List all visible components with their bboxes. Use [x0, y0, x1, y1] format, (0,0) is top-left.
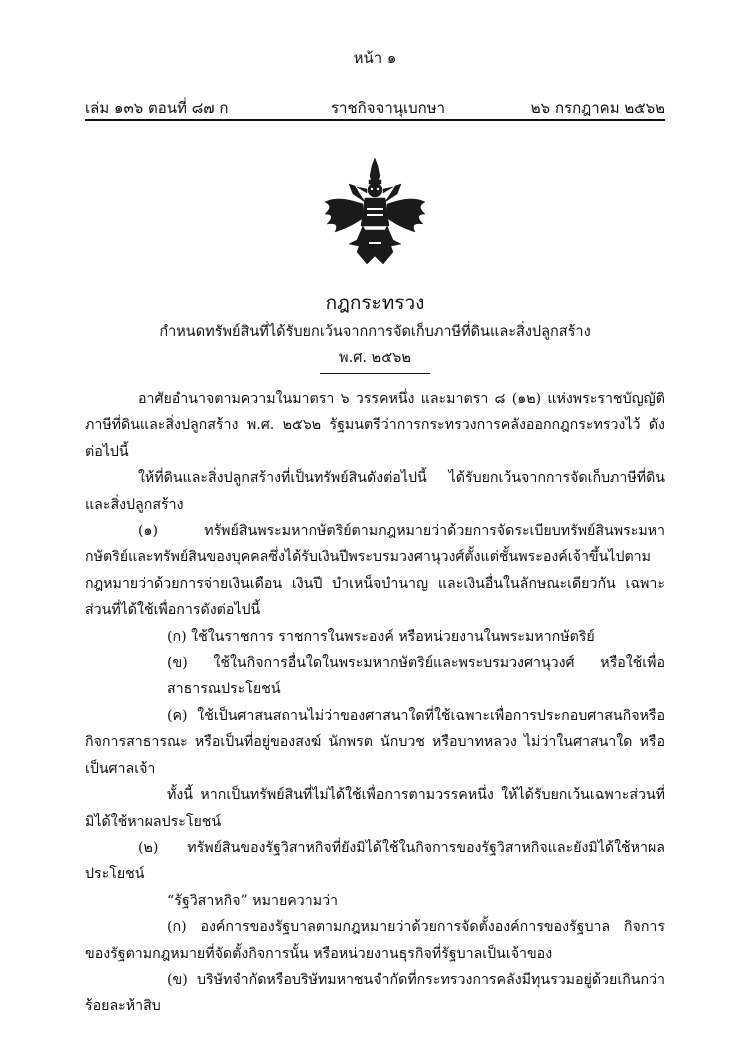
clause-1: (๑) ทรัพย์สินพระมหากษัตริย์ตามกฎหมายว่าด้วยการจัดระเบียบทรัพย์สินพระมหากษัตริย์และทรัพย์สินของบุคคลซึ่งได้รับเงินปีพระบรมวงศานุวงศ์ตั้งแต่ชั้นพระองค์เจ้าขึ้นไปตามกฎหมายว่าด้วยการจ่ายเงินเดือน เงินปี บำเหน็จบำนาญ และเงินอื่นในลักษณะเดียวกัน เฉพาะส่วนที่ได้ใช้เพื่อการดังต่อไปนี้	[85, 523, 665, 619]
document-subtitle: กำหนดทรัพย์สินที่ได้รับยกเว้นจากการจัดเก็บภาษีที่ดินและสิ่งปลูกสร้าง	[159, 324, 591, 340]
garuda-emblem-icon	[323, 156, 427, 268]
page-number: หน้า ๑	[353, 49, 397, 67]
publish-date: ๒๖ กรกฎาคม ๒๕๖๒	[530, 99, 665, 117]
header-divider	[85, 119, 665, 121]
gazette-header	[85, 96, 665, 116]
document-title: กฎกระทรวง	[325, 292, 425, 314]
gazette-name: ราชกิจจานุเบกษา	[331, 99, 446, 117]
title-divider	[320, 373, 430, 374]
clause-2-a: (ก) องค์การของรัฐบาลตามกฎหมายว่าด้วยการจัดตั้งองค์การของรัฐบาล กิจการของรัฐตามกฎหมายที่จัดตั้งกิจการนั้น หรือหน่วยงานธุรกิจที่รัฐบาลเป็นเจ้าของ	[85, 919, 665, 962]
document-year: พ.ศ. ๒๕๖๒	[339, 350, 411, 366]
preamble-paragraph: อาศัยอำนาจตามความในมาตรา ๖ วรรคหนึ่ง และมาตรา ๘ (๑๒) แห่งพระราชบัญญัติภาษีที่ดินและสิ่งปลูกสร้าง พ.ศ. ๒๕๖๒ รัฐมนตรีว่าการกระทรวงการคลังออกกฎกระทรวงไว้ ดังต่อไปนี้	[85, 391, 665, 460]
clause-1-c: (ค) ใช้เป็นศาสนสถานไม่ว่าของศาสนาใดที่ใช้เฉพาะเพื่อการประกอบศาสนกิจหรือกิจการสาธารณะ หรือเป็นที่อยู่ของสงฆ์ นักพรต นักบวช หรือบาทหลวง ไม่ว่าในศาสนาใด หรือเป็นศาลเจ้า	[85, 707, 665, 777]
volume-issue: เล่ม ๑๓๖ ตอนที่ ๘๗ ก	[85, 99, 229, 117]
clause-2-definition: “รัฐวิสาหกิจ” หมายความว่า	[167, 892, 339, 909]
clause-1-a: (ก) ใช้ในราชการ ราชการในพระองค์ หรือหน่วยงานในพระมหากษัตริย์	[167, 628, 595, 645]
clause-2: (๒) ทรัพย์สินของรัฐวิสาหกิจที่ยังมิได้ใช้ในกิจการของรัฐวิสาหกิจและยังมิได้ใช้หาผลประโยชน์	[85, 839, 665, 883]
clause-2-b: (ข) บริษัทจำกัดหรือบริษัทมหาชนจำกัดที่กระทรวงการคลังมีทุนรวมอยู่ด้วยเกินกว่าร้อยละห้าสิบ	[85, 971, 665, 1015]
exemption-intro-paragraph: ให้ที่ดินและสิ่งปลูกสร้างที่เป็นทรัพย์สินดังต่อไปนี้ ได้รับยกเว้นจากการจัดเก็บภาษีที่ดินและสิ่งปลูกสร้าง	[85, 470, 665, 513]
clause-1-b: (ข) ใช้ในกิจการอื่นใดในพระมหากษัตริย์และพระบรมวงศานุวงศ์ หรือใช้เพื่อสาธารณประโยชน์	[167, 655, 665, 698]
regulation-body	[85, 386, 665, 1020]
clause-1-proviso: ทั้งนี้ หากเป็นทรัพย์สินที่ไม่ได้ใช้เพื่อการตามวรรคหนึ่ง ให้ได้รับยกเว้นเฉพาะส่วนที่มิได้ใช้หาผลประโยชน์	[85, 787, 665, 830]
